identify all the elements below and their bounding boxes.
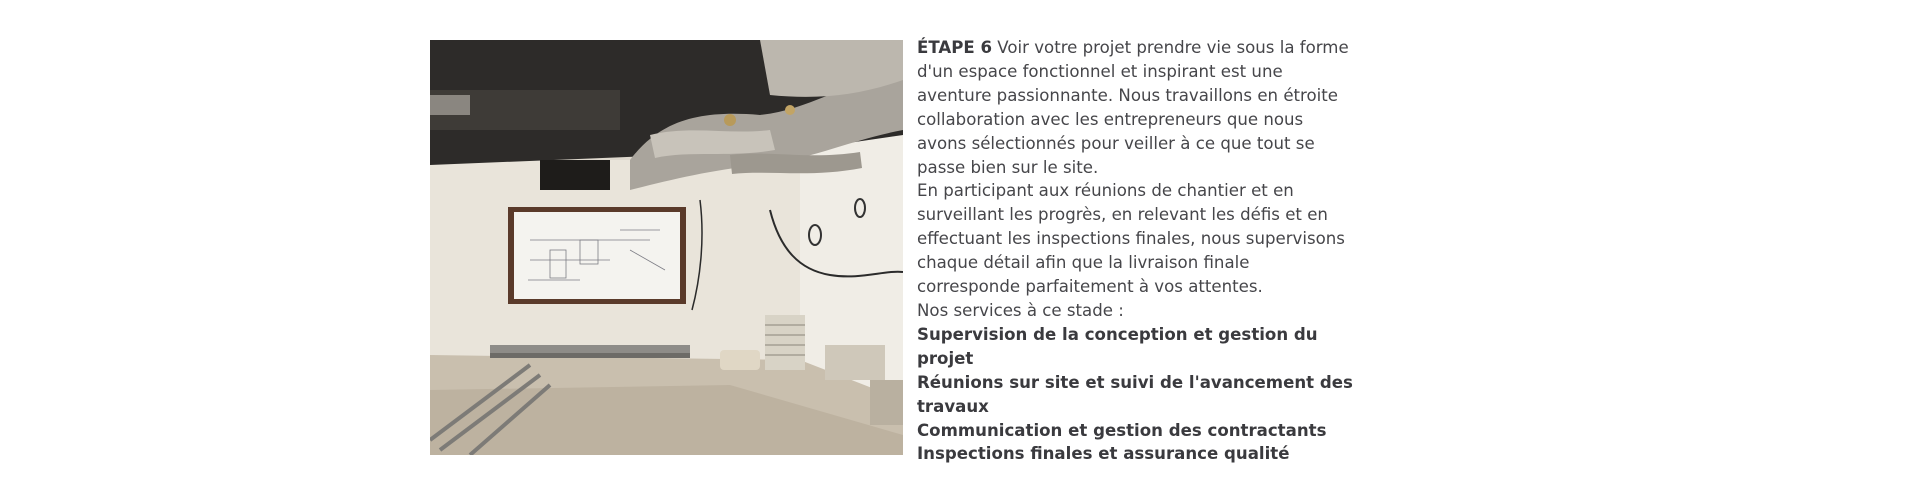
service-item: Réunions sur site et suivi de l'avancement des travaux — [917, 372, 1353, 416]
step-details-paragraph: En participant aux réunions de chantier et en surveillant les progrès, en relevant les défis et en effectuant les inspections finales, nous supervisons chaque détail afin que la livraison finale corresponde parfaitement à vos attentes. — [917, 181, 1345, 297]
construction-site-photo — [430, 40, 903, 455]
step-intro-paragraph — [917, 36, 1357, 179]
service-item: Communication et gestion des contractants — [917, 420, 1327, 440]
service-item: Inspections finales et assurance qualité — [917, 444, 1290, 464]
construction-site-illustration — [430, 40, 903, 455]
step-intro-text: Voir votre projet prendre vie sous la forme d'un espace fonctionnel et inspirant est une aventure passionnante. Nous travaillons en étroite collaboration avec les entrepreneurs que nous avons sélectionnés pour veiller à ce que tout se passe bien sur le site. — [917, 38, 1349, 177]
step-label: ÉTAPE 6 — [917, 38, 993, 57]
service-item: Supervision de la conception et gestion du projet — [917, 324, 1318, 368]
services-list — [917, 323, 1357, 466]
step-description — [917, 36, 1357, 466]
services-intro: Nos services à ce stade : — [917, 300, 1124, 320]
